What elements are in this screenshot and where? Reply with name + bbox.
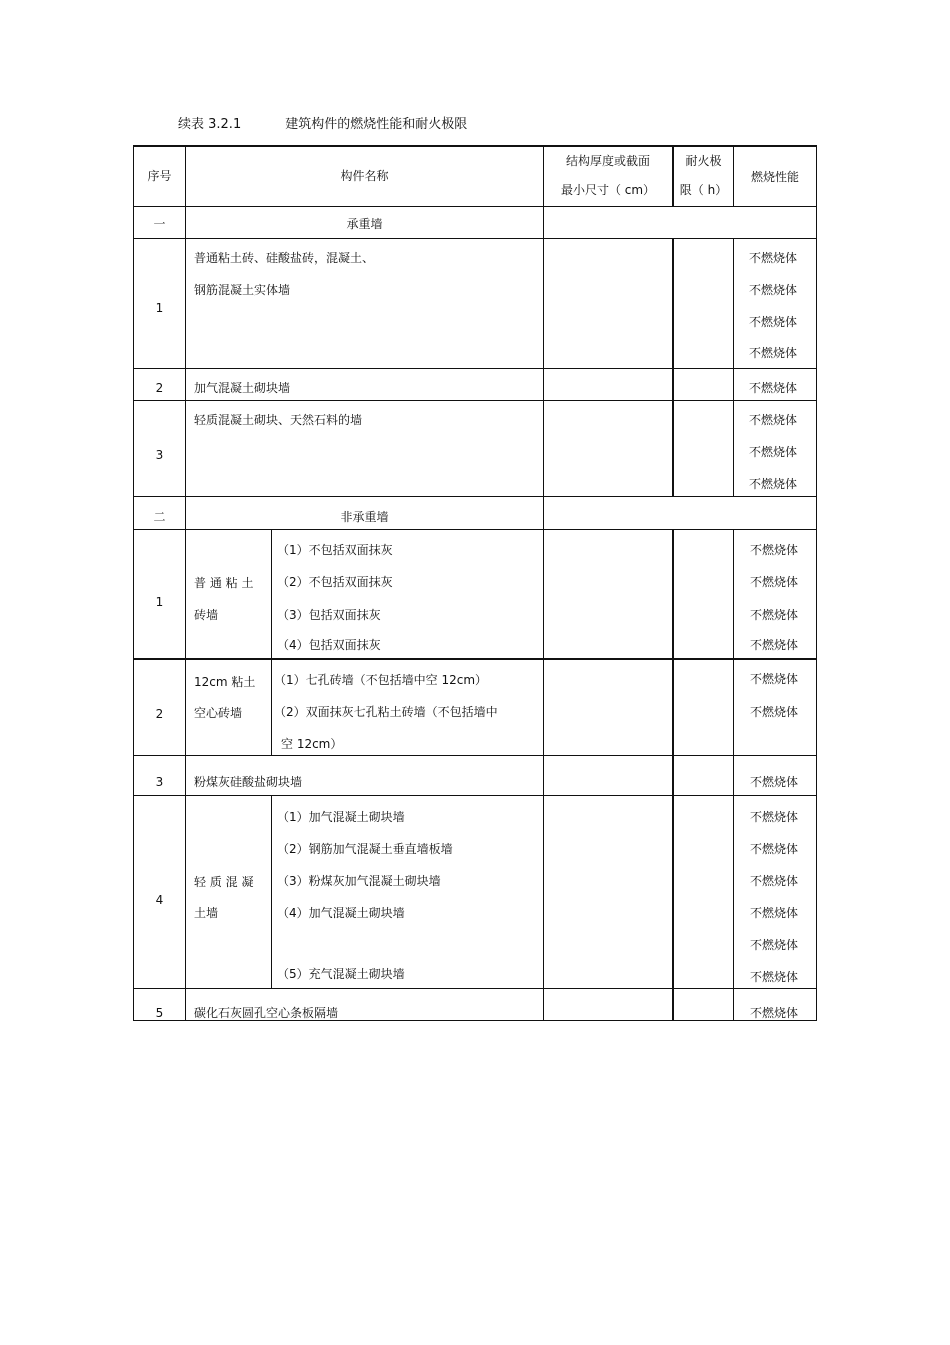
combustion-value: 不燃烧体 [750,608,799,622]
combustion-value: 不燃烧体 [750,575,799,589]
combustion-value: 不燃烧体 [750,810,799,824]
component-name: 轻质混凝土砌块、天然石料的墙 [194,413,363,427]
combustion-value: 不燃烧体 [750,705,799,719]
column-divider [733,529,734,1021]
combustion-value: 不燃烧体 [749,315,798,329]
combustion-value: 不燃烧体 [749,445,798,459]
component-item: （5）充气混凝土砌块墙 [277,967,405,981]
component-name: 碳化石灰圆孔空心条板隔墙 [194,1006,339,1020]
component-item: （2）双面抹灰七孔粘土砖墙（不包括墙中 [274,705,498,719]
column-divider [185,145,186,1021]
component-category: 12cm 粘土 [194,675,256,689]
combustion-value: 不燃烧体 [750,1006,799,1020]
row-seq: 4 [155,893,164,907]
combustion-value: 不燃烧体 [749,381,798,395]
component-item: （2）钢筋加气混凝土垂直墙板墙 [277,842,453,856]
combustion-value: 不燃烧体 [749,346,798,360]
table-caption [178,113,467,132]
row-divider [133,795,817,796]
row-seq: 2 [155,381,164,395]
row-divider [133,238,817,239]
sub-column-divider [271,529,272,755]
row-divider [133,988,817,989]
component-item: （1）加气混凝土砌块墙 [277,810,405,824]
table-bottom-border [133,1020,817,1021]
combustion-value: 不燃烧体 [750,672,799,686]
component-item: （3）粉煤灰加气混凝土砌块墙 [277,874,441,888]
component-item: 空 12cm） [281,737,343,751]
component-item: （1）七孔砖墙（不包括墙中空 12cm） [274,673,488,687]
column-divider [733,238,734,496]
component-item: （4）包括双面抹灰 [277,638,381,652]
combustion-value: 不燃烧体 [750,543,799,557]
row-seq: 1 [155,595,164,609]
row-divider [133,400,817,401]
column-divider [672,238,674,496]
combustion-value: 不燃烧体 [750,938,799,952]
combustion-value: 不燃烧体 [750,906,799,920]
sub-column-divider [271,795,272,988]
row-divider [133,368,817,369]
combustion-value: 不燃烧体 [750,638,799,652]
header-name: 构件名称 [340,169,389,183]
header-fire-limit: 耐火极 [685,154,722,168]
header-fire-limit-unit: 限（ h） [679,183,728,197]
component-name: 钢筋混凝土实体墙 [194,283,291,297]
combustion-value: 不燃烧体 [749,477,798,491]
table-right-border [816,145,817,1021]
header-seq: 序号 [147,169,172,183]
component-category: 普 通 粘 土 [194,576,254,590]
component-name: 加气混凝土砌块墙 [194,381,291,395]
combustion-value: 不燃烧体 [749,283,798,297]
row-divider [133,529,817,530]
header-thickness-unit: 最小尺寸（ cm） [560,183,656,197]
component-item: （2）不包括双面抹灰 [277,575,393,589]
table-top-border [133,145,817,147]
row-seq: 3 [155,448,164,462]
header-thickness: 结构厚度或截面 [565,154,650,168]
header-combustion: 燃烧性能 [750,170,799,184]
table-number: 续表 3.2.1 [178,117,242,132]
component-name: 粉煤灰硅酸盐砌块墙 [194,775,303,789]
row-seq: 5 [155,1006,164,1020]
row-divider [133,206,817,207]
combustion-value: 不燃烧体 [749,413,798,427]
row-divider [133,496,817,497]
row-seq: 3 [155,775,164,789]
row-seq: 1 [155,301,164,315]
section-title: 承重墙 [346,217,383,231]
component-category: 砖墙 [194,608,219,622]
component-category: 空心砖墙 [194,706,243,720]
component-item: （4）加气混凝土砌块墙 [277,906,405,920]
table-left-border [133,145,134,1021]
component-category: 土墙 [194,906,219,920]
section-seq: 二 [153,510,166,524]
section-title: 非承重墙 [340,510,389,524]
column-divider [672,529,674,1021]
table-title: 建筑构件的燃烧性能和耐火极限 [285,117,468,132]
row-divider [133,755,817,756]
component-item: （3）包括双面抹灰 [277,608,381,622]
row-divider [133,658,817,660]
combustion-value: 不燃烧体 [749,251,798,265]
column-divider [543,145,544,1021]
combustion-value: 不燃烧体 [750,970,799,984]
combustion-value: 不燃烧体 [750,842,799,856]
component-category: 轻 质 混 凝 [194,875,254,889]
section-seq: 一 [153,217,166,231]
component-item: （1）不包括双面抹灰 [277,543,393,557]
component-name: 普通粘土砖、硅酸盐砖，混凝土、 [194,251,375,265]
row-seq: 2 [155,707,164,721]
combustion-value: 不燃烧体 [750,874,799,888]
combustion-value: 不燃烧体 [750,775,799,789]
